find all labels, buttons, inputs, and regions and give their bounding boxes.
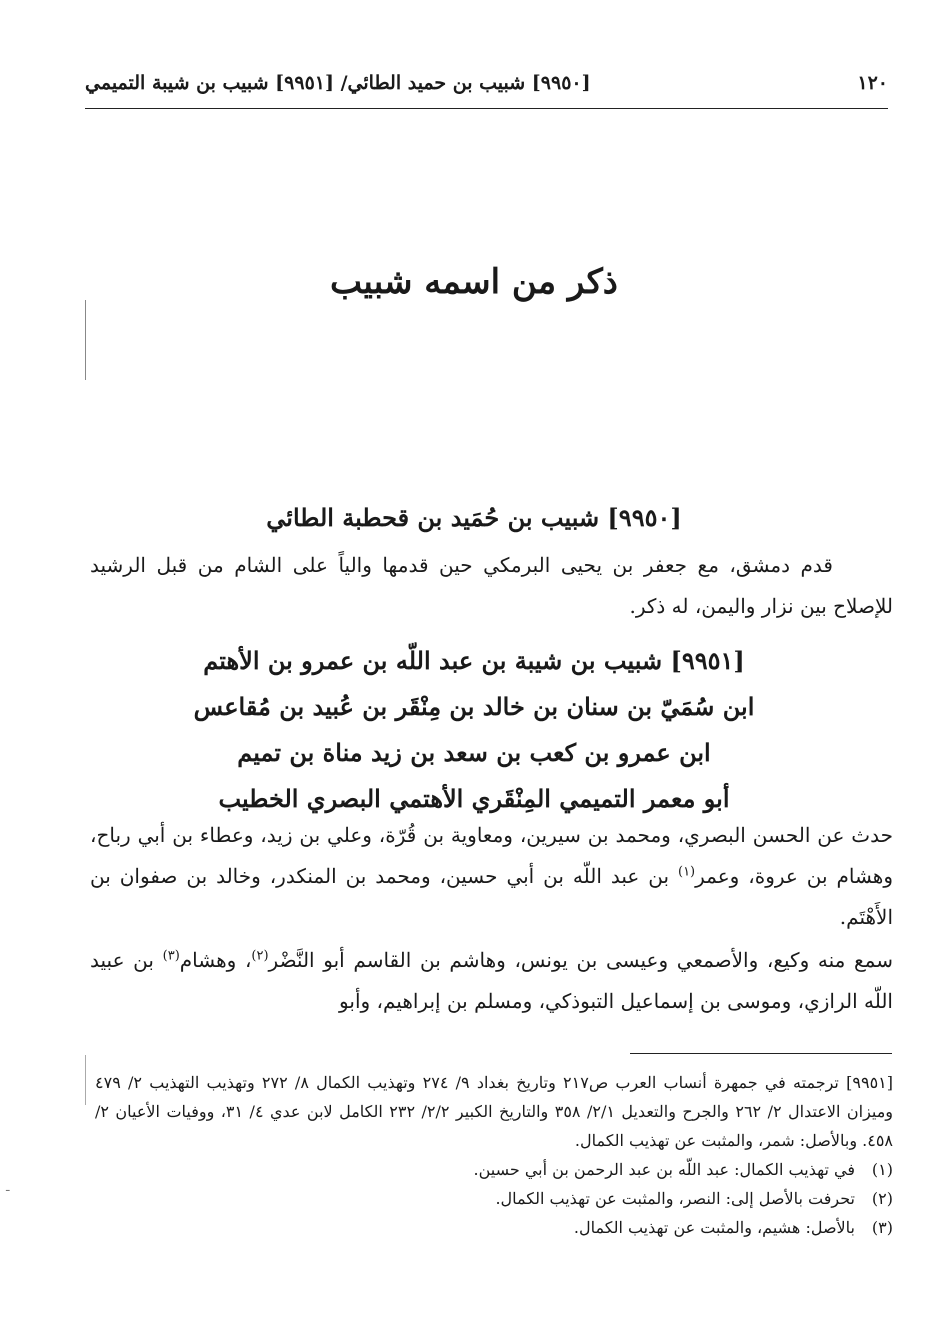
- entry-title-line: أبو معمر التميمي المِنْقَري الأهتمي البصري الخطيب: [218, 784, 730, 813]
- header-rule: [85, 108, 888, 109]
- footnote-number: (١): [871, 1160, 893, 1179]
- footnote-ref[interactable]: (١): [677, 864, 696, 880]
- footnote-main: [٩٩٥١] ترجمته في جمهرة أنساب العرب ص٢١٧ وتاريخ بغداد ٩/ ٢٧٤ وتهذيب الكمال ٨/ ٢٧٢ وتهذيب التهذيب ٢/ ٤٧٩ وميزان الاعتدال ٢/ ٢٦٢ والجرح والتعديل ٢/١/ ٣٥٨ والتاريخ الكبير ٢/٢/ ٢٣٢ الكامل لابن عدي ٤/ ٣١، ووفيات الأعيان ٢/ ٤٥٨. وبالأصل: شمر، والمثبت عن تهذيب الكمال.: [95, 1073, 894, 1150]
- paragraph-text: بن عبد اللّه بن أبي حسين، ومحمد بن المنكدر، وخالد بن صفوان بن الأَهْتَم.: [90, 864, 893, 929]
- footnote-item: [95, 1213, 893, 1242]
- footnote-text: في تهذيب الكمال: عبد اللّه بن عبد الرحمن بن أبي حسين.: [473, 1160, 855, 1179]
- footnote-item: [95, 1184, 893, 1213]
- footnote-rule: [630, 1053, 892, 1054]
- entry-title-line: [٩٩٥١] شبيب بن شيبة بن عبد اللّه بن عمرو بن الأهتم: [203, 646, 745, 675]
- margin-line: [85, 300, 86, 380]
- margin-line: [85, 1055, 86, 1105]
- paragraph-text: ، وهشام: [179, 948, 252, 972]
- section-title: ذكر من اسمه شبيب: [330, 262, 618, 302]
- footnote-item: [95, 1155, 893, 1184]
- paragraph-text: بن عبيد اللّه الرازي، وموسى بن إسماعيل التبوذكي، ومسلم بن إبراهيم، وأبو: [90, 948, 893, 1013]
- paragraph-text: قدم دمشق، مع جعفر بن يحيى البرمكي حين قدمها والياً على الشام من قبل الرشيد للإصلاح بين نزار واليمن، له ذكر.: [90, 553, 893, 618]
- entry-title: [٩٩٥٠] شبيب بن حُمَيد بن قحطبة الطائي: [266, 503, 682, 532]
- footnotes: [95, 1068, 893, 1242]
- running-header: [85, 72, 888, 108]
- footnote-text: تحرفت بالأصل إلى: النصر، والمثبت عن تهذيب الكمال.: [495, 1189, 855, 1208]
- footnote-ref[interactable]: (٢): [251, 948, 269, 964]
- entry-title-block: [150, 638, 798, 822]
- paragraph-text: سمع منه وكيع، والأصمعي وعيسى بن يونس، وهاشم بن القاسم أبو النَّضْر: [268, 948, 893, 972]
- page-number: ١٢٠: [857, 72, 888, 94]
- footnote-ref[interactable]: (٣): [162, 948, 180, 964]
- entry-title-line: ابن سُمَيّ بن سنان بن خالد بن مِنْقَر بن عُبيد بن مُقاعس: [193, 692, 755, 721]
- entry-paragraph: [90, 545, 893, 627]
- entry-paragraph: [90, 940, 893, 1022]
- footnote-text: بالأصل: هشيم، والمثبت عن تهذيب الكمال.: [573, 1218, 855, 1237]
- paragraph-text: حدث عن الحسن البصري، ومحمد بن سيرين، ومعاوية بن قُرّة، وعلي بن زيد، وعطاء بن أبي رباح، وهشام بن عروة، وعمر: [90, 823, 894, 888]
- header-title: [٩٩٥٠] شبيب بن حميد الطائي/ [٩٩٥١] شبيب بن شيبة التميمي: [85, 72, 591, 94]
- entry-title-line: ابن عمرو بن كعب بن سعد بن زيد مناة بن تميم: [237, 738, 711, 767]
- footnote-number: (٣): [871, 1218, 893, 1237]
- entry-paragraph: [90, 815, 893, 938]
- margin-mark: ـ: [6, 1180, 10, 1194]
- footnote-number: (٢): [871, 1189, 893, 1208]
